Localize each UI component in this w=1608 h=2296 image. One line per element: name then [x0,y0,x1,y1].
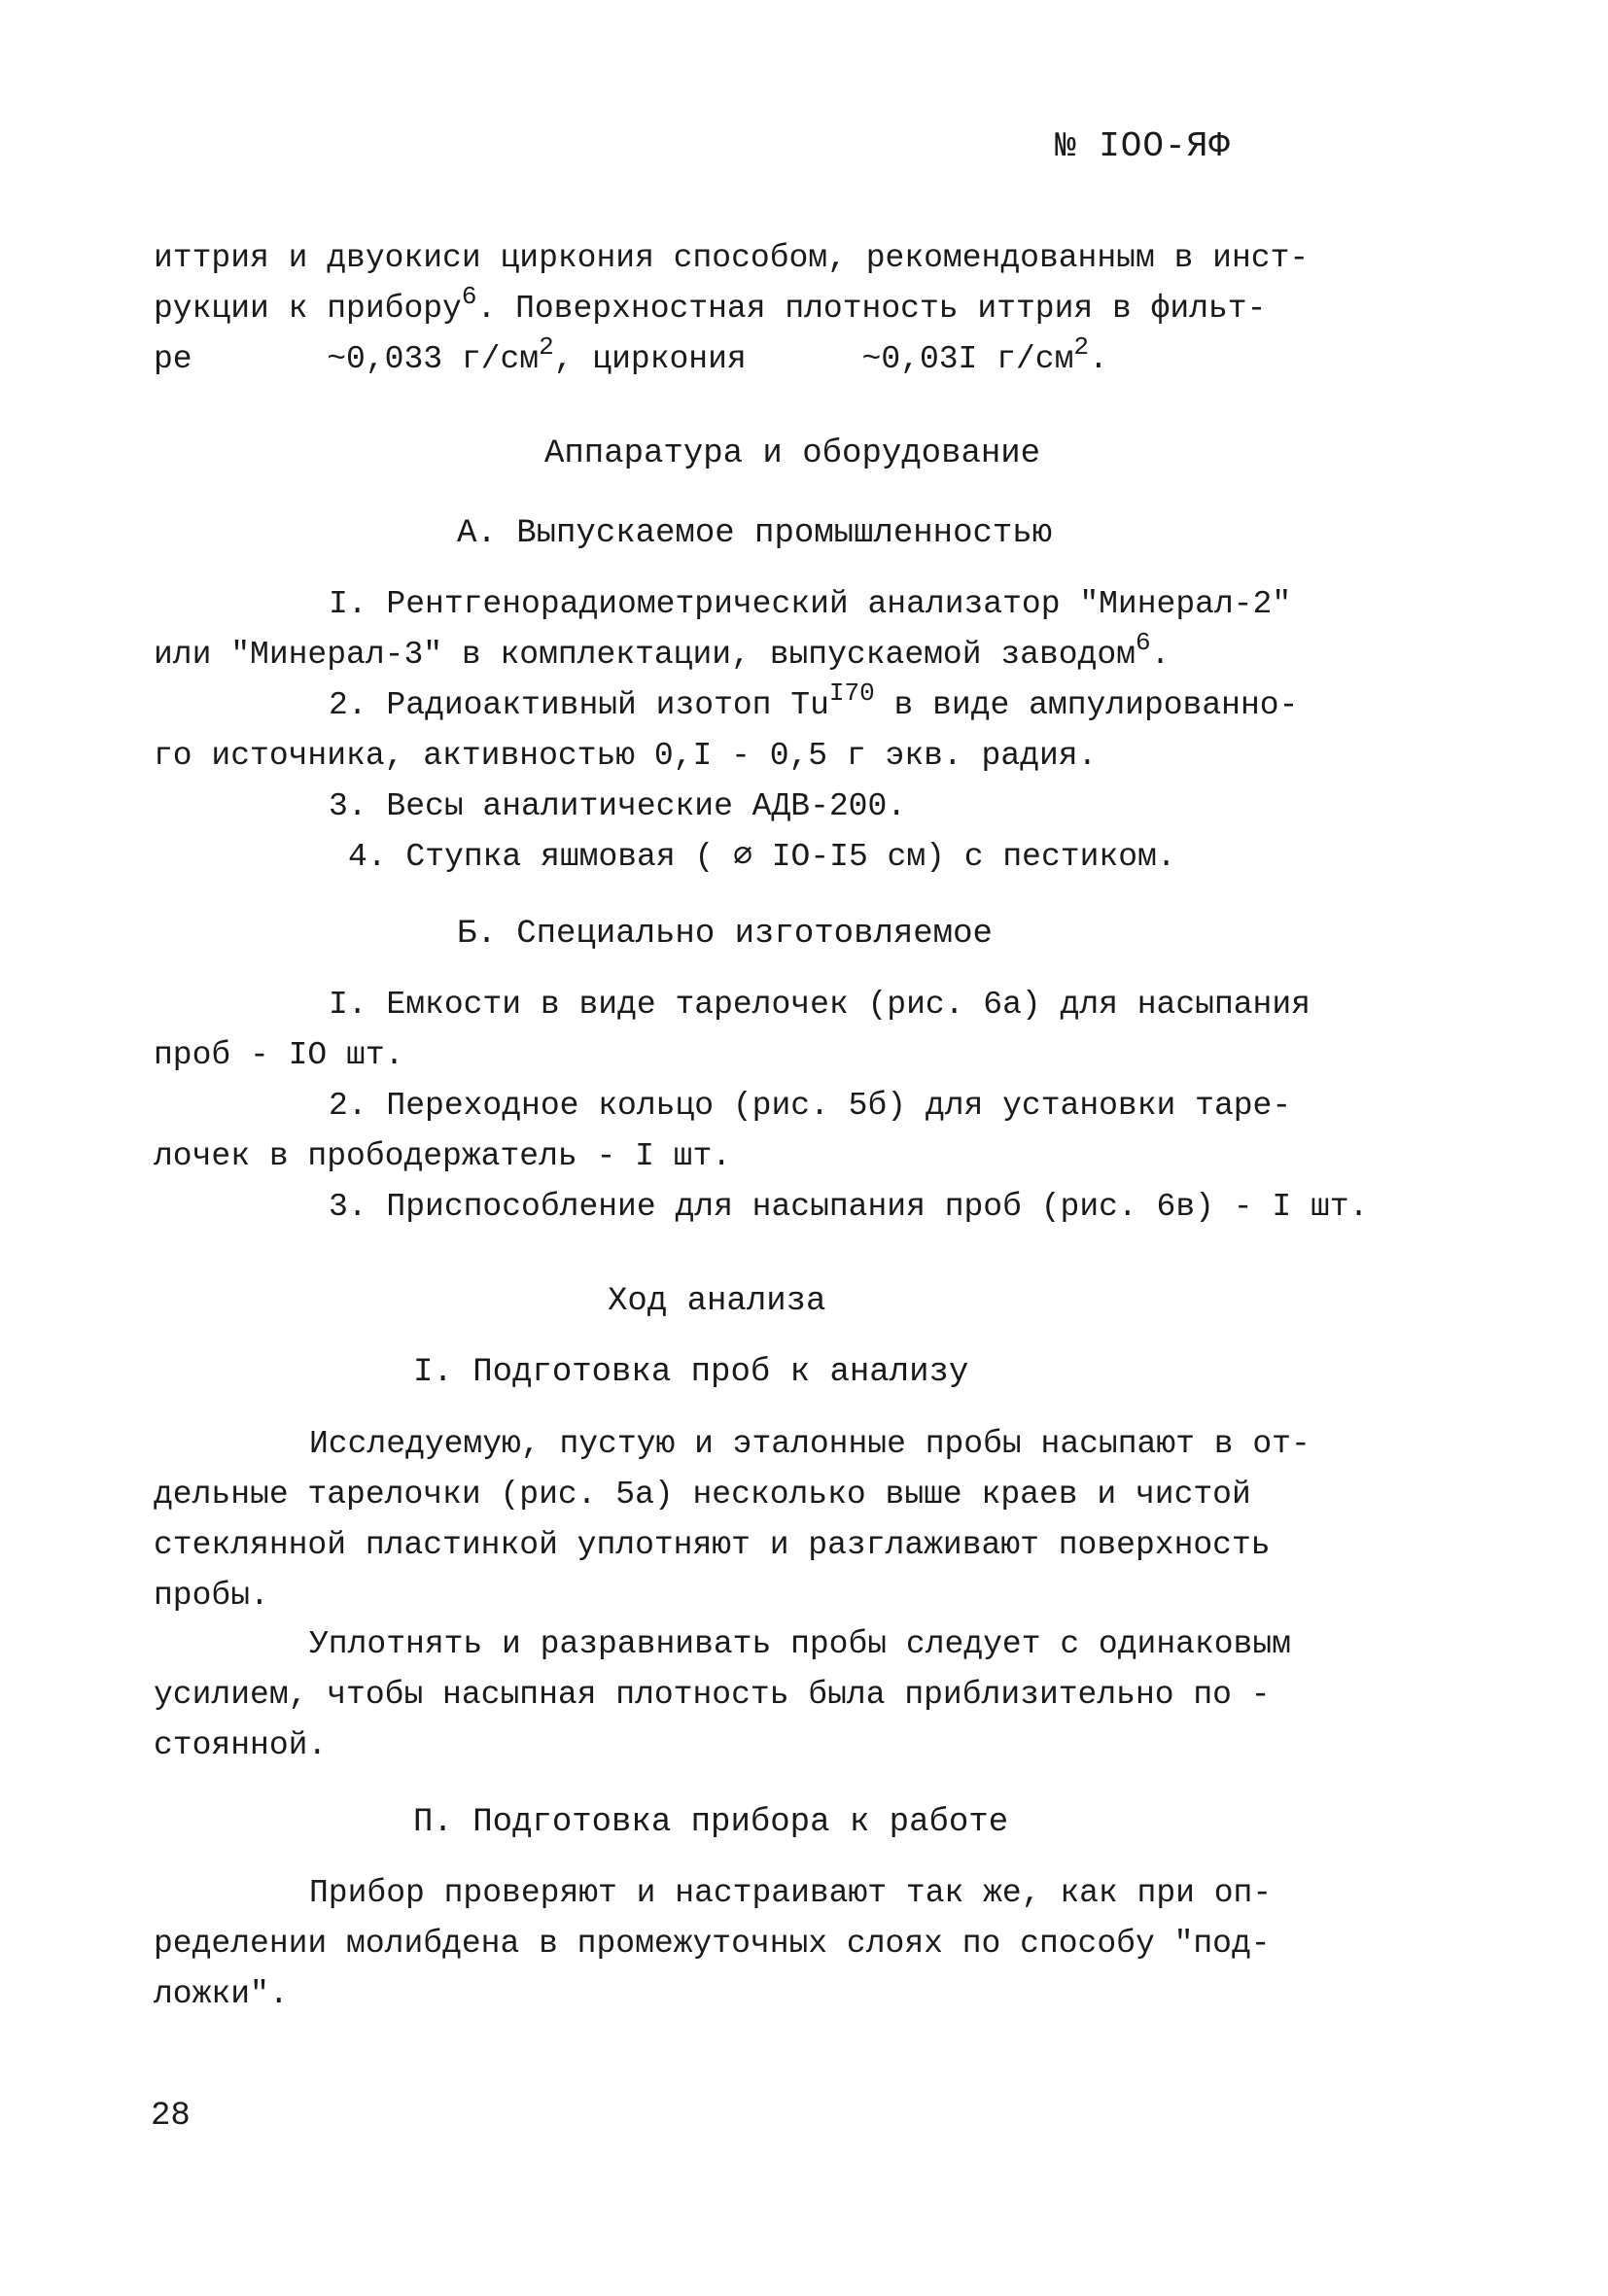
text-segment: рукции к прибору [154,291,462,327]
section-title-procedure: Ход анализа [608,1283,826,1320]
sample-prep-paragraph [154,1419,1476,1621]
instrument-prep-paragraph [154,1868,1476,2020]
superscript: 2 [1073,332,1089,362]
text-line: иттрия и двуокиси циркония способом, рекомендованным в инст- [154,240,1310,276]
equipment-list-b [154,980,1476,1233]
text-line: Исследуемую, пустую и эталонные пробы насыпают в от- [309,1426,1311,1462]
list-item: I. Емкости в виде тарелочек (рис. 6а) для насыпания [329,987,1311,1023]
list-item-continuation: лочек в прободержатель - I шт. [154,1138,732,1174]
intro-paragraph [154,233,1476,385]
list-item: 3. Весы аналитические АДВ-200. [329,788,907,824]
document-number: № IOO-ЯФ [1055,126,1231,166]
text-line: Уплотнять и разравнивать пробы следует с одинаковым [309,1626,1291,1662]
compaction-paragraph [154,1619,1476,1771]
list-item [154,680,1476,731]
list-item: 4. Ступка яшмовая ( ∅ IO-I5 см) с пестиком. [348,839,1176,875]
text-line: пробы. [154,1578,269,1614]
text-segment: , циркония ~0,03I г/см [553,341,1074,377]
text-line [154,334,1476,385]
text-segment: . [1150,637,1171,673]
text-segment: в виде ампулированно- [874,687,1299,723]
text-segment: или "Минерал-3" в комплектации, выпускаемой заводом [154,637,1136,673]
list-item-continuation [154,630,1476,680]
list-item: I. Рентгенорадиометрический анализатор "Минерал-2" [329,586,1292,622]
text-line: усилием, чтобы насыпная плотность была приблизительно по - [154,1677,1271,1713]
text-line: дельные тарелочки (рис. 5а) несколько выше краев и чистой [154,1477,1251,1513]
text-segment: . Поверхностная плотность иттрия в фильт- [476,291,1267,327]
text-line: ределении молибдена в промежуточных слоях по способу "под- [154,1926,1271,1962]
page-number: 28 [151,2098,191,2135]
list-item: 3. Приспособление для насыпания проб (рис. 6в) - I шт. [329,1189,1369,1225]
isotope-mass-number: I70 [828,678,875,708]
superscript: 2 [539,332,554,362]
text-segment: ре ~0,033 г/см [154,341,540,377]
footnote-ref: 6 [461,282,477,311]
subsection-title-special: Б. Специально изготовляемое [457,916,993,953]
step-title-sample-prep: I. Подготовка проб к анализу [413,1354,969,1391]
section-title-equipment: Аппаратура и оборудование [544,435,1041,472]
text-line: стоянной. [154,1727,328,1763]
list-item: 2. Переходное кольцо (рис. 5б) для установки таре- [329,1088,1292,1124]
footnote-ref: 6 [1135,628,1151,657]
text-line: стеклянной пластинкой уплотняют и разглаживают поверхность [154,1527,1271,1563]
equipment-list-a [154,579,1476,883]
text-line [154,284,1476,334]
text-segment: 2. Радиоактивный изотоп Tu [329,687,829,723]
text-line: ложки". [154,1976,289,2012]
list-item-continuation: проб - IO шт. [154,1037,404,1073]
step-title-instrument-prep: П. Подготовка прибора к работе [413,1804,1009,1841]
text-segment: . [1088,341,1108,377]
subsection-title-industrial: А. Выпускаемое промышленностью [457,515,1053,552]
text-line: Прибор проверяют и настраивают так же, как при оп- [309,1875,1273,1911]
list-item-continuation: го источника, активностью 0,I - 0,5 г экв. радия. [154,738,1098,774]
